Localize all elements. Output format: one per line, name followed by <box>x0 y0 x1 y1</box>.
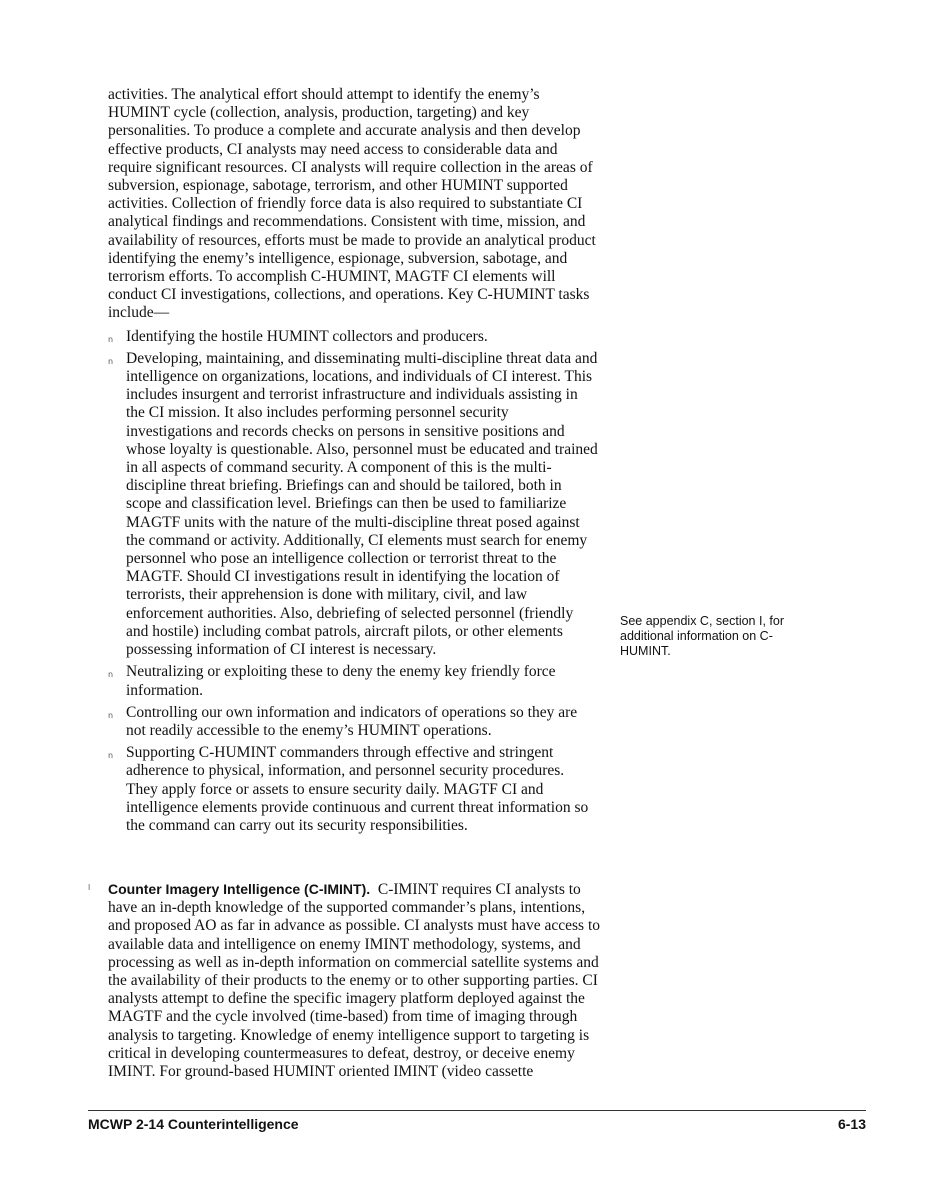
c-imint-section <box>88 880 600 1081</box>
bullet-marker: n <box>108 356 114 366</box>
footer-title: MCWP 2-14 Counterintelligence <box>88 1116 299 1132</box>
bullet-marker: n <box>108 670 114 680</box>
c-imint-paragraph <box>108 880 600 1081</box>
bullet-marker: n <box>108 710 114 720</box>
bullet-item: n Controlling our own information and indicators of operations so they are not readily accessible to the enemy’s HUMINT operations. <box>108 703 578 739</box>
page-number: 6-13 <box>837 1116 866 1132</box>
section-marker: l <box>88 883 91 892</box>
bullet-item: n Developing, maintaining, and disseminating multi-discipline threat data and intelligence on organizations, locations, and individuals of CI interest. This includes insurgent and terrorist infrastructure and individuals assisting in the CI mission. It also includes performing personnel security investigations and records checks on persons in sensitive positions and whose loyalty is questionable. Also, personnel must be educated and trained in all aspects of command security. A component of this is the multi-discipline threat briefing. Briefings can and should be tailored, both in scope and classification level. Briefings can then be used to familiarize MAGTF units with the nature of the multi-discipline threat posed against the command or activity. Additionally, CI elements must search for enemy personnel who pose an intelligence collection or terrorist threat to the MAGTF. Should CI investigations result in identifying the location of terrorists, their apprehension is done with military, civil, and law enforcement authorities. Also, debriefing of selected personnel (friendly and hostile) including combat patrols, aircraft pilots, or other elements possessing information of CI interest is necessary. <box>108 349 598 659</box>
bullet-item: n Neutralizing or exploiting these to deny the enemy key friendly force information. <box>108 663 556 699</box>
section-text: C-IMINT requires CI analysts to have an in-depth knowledge of the supported commander’s plans, intentions, and proposed AO as far in advance as possible. CI analysts must have access to available data and intelligence on enemy IMINT methodology, systems, and processing as well as in-depth information on commercial satellite systems and the availability of their products to the enemy or to other supporting parties. CI analysts attempt to define the specific imagery platform deployed against the MAGTF and the cycle involved (time-based) from time of imaging through analysis to targeting. Knowledge of enemy intelligence support to targeting is critical in developing countermeasures to defeat, destroy, or deceive enemy IMINT. For ground-based HUMINT oriented IMINT (video cassette <box>108 881 600 1081</box>
task-bullet-list <box>108 328 598 835</box>
margin-note: See appendix C, section I, for additional information on C-HUMINT. <box>620 614 784 658</box>
main-text-column <box>108 86 598 839</box>
intro-paragraph: activities. The analytical effort should attempt to identify the enemy’s HUMINT cycle (collection, analysis, production, targeting) and key personalities. To produce a complete and accurate analysis and then develop effective products, CI analysts may need access to considerable data and require significant resources. CI analysts will require collection in the areas of subversion, espionage, sabotage, terrorism, and other HUMINT supported activities. Collection of friendly force data is also required to substantiate CI analytical findings and recommendations. Consistent with time, mission, and availability of resources, efforts must be made to provide an analytical product identifying the enemy’s intelligence, espionage, subversion, sabotage, and terrorism efforts. To accomplish C-HUMINT, MAGTF CI elements will conduct CI investigations, collections, and operations. Key C-HUMINT tasks include— <box>108 86 596 322</box>
footer-divider <box>88 1110 866 1111</box>
bullet-marker: n <box>108 751 114 761</box>
bullet-marker: n <box>108 334 114 344</box>
bullet-item: n Supporting C-HUMINT commanders through effective and stringent adherence to physical, information, and personnel security procedures. They apply force or assets to ensure security daily. MAGTF CI and intelligence elements provide continuous and current threat information so the command can carry out its security responsibilities. <box>108 744 589 834</box>
bullet-item: n Identifying the hostile HUMINT collectors and producers. <box>108 328 598 346</box>
section-heading: Counter Imagery Intelligence (C-IMINT). <box>108 881 371 897</box>
